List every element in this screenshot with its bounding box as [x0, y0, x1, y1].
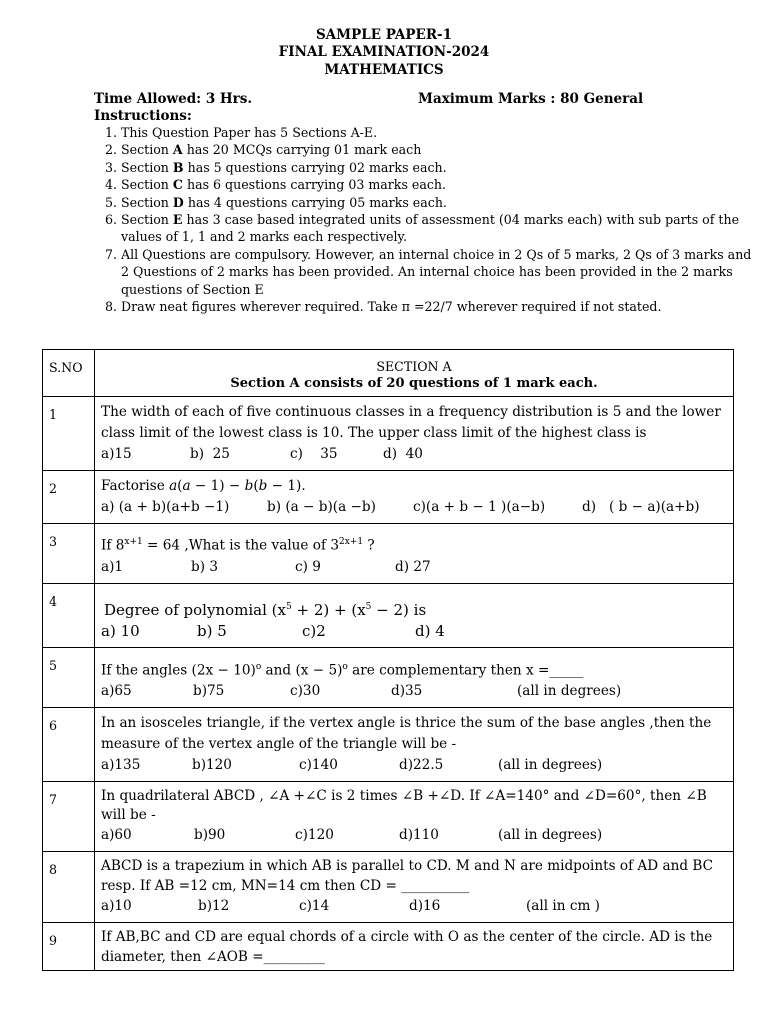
option-a: a) 10 [101, 621, 140, 640]
instruction-item: 5. Section D has 4 questions carrying 05 marks each. [121, 194, 761, 211]
option-a: a)135 [101, 757, 141, 774]
instruction-item: 4. Section C has 6 questions carrying 03 marks each. [121, 176, 761, 193]
option-b: b) 3 [191, 558, 218, 575]
question-text: Degree of polynomial $(x^5 + 2) + (x^5 - 2)$ is [104, 600, 427, 619]
question-text: If AB,BC and CD are equal chords of a circle with O as the center of the circle. AD is the diameter, then ∠AOB =_________ [101, 929, 713, 965]
option-d: d) 4 [415, 621, 445, 640]
options-row [101, 557, 727, 578]
subject-title: MATHEMATICS [324, 62, 444, 78]
option-b: b) 25 [190, 446, 230, 462]
option-b: b)12 [198, 898, 230, 915]
maximum-marks: Maximum Marks : 80 General [418, 91, 644, 107]
options-row [101, 825, 727, 846]
option-a: a)1 [101, 558, 124, 575]
option-note: (all in degrees) [498, 827, 603, 844]
question-text: In an isosceles triangle, if the vertex angle is thrice the sum of the base angles ,then the measure of the vertex angle of the triangle will be - [101, 715, 712, 753]
options-row [101, 497, 727, 518]
option-d: d)110 [399, 827, 439, 844]
question-number: 6 [43, 708, 95, 782]
question-text: Factorise a(a − 1) − b(b − 1). [101, 478, 306, 494]
question-cell [95, 852, 734, 923]
question-cell [95, 647, 734, 708]
option-b: b) (a − b)(a −b) [267, 499, 376, 515]
option-a: a)10 [101, 898, 132, 915]
option-a: a) (a + b)(a+b −1) [101, 499, 230, 515]
questions-table [42, 349, 734, 971]
table-row [43, 647, 734, 708]
option-c: c)14 [299, 898, 330, 915]
option-c: c)(a + b − 1 )(a−b) [413, 499, 546, 515]
options-row [101, 681, 727, 702]
option-b: b)120 [192, 757, 232, 774]
instructions-list [94, 124, 761, 315]
option-note: (all in degrees) [498, 757, 603, 774]
option-d: d) 27 [395, 558, 431, 575]
sno-header: S.NO [43, 350, 95, 397]
option-c: c)120 [295, 827, 334, 844]
section-header-row [43, 350, 734, 397]
option-d: d)16 [409, 898, 441, 915]
instruction-item: 6. Section E has 3 case based integrated units of assessment (04 marks each) with sub parts of the values of 1, 1 and 2 marks each respectively. [121, 211, 761, 246]
option-a: a)65 [101, 683, 132, 700]
question-text: If $8^{x+1} = 64$ ,What is the value of $3^{2x+1}$ ? [101, 537, 375, 554]
section-title: SECTION A [376, 359, 452, 374]
instruction-item: 8. Draw neat figures wherever required. Take π =22/7 wherever required if not stated. [121, 298, 761, 315]
option-b: b)90 [194, 827, 226, 844]
table-row [43, 923, 734, 971]
question-number: 9 [43, 923, 95, 971]
instruction-item: 1. This Question Paper has 5 Sections A-E. [121, 124, 761, 141]
question-number: 8 [43, 852, 95, 923]
question-text: In quadrilateral ABCD , ∠A +∠C is 2 times ∠B +∠D. If ∠A=140° and ∠D=60°, then ∠B will be - [101, 788, 707, 824]
option-note: (all in degrees) [517, 683, 622, 700]
question-cell [95, 708, 734, 782]
question-number: 4 [43, 583, 95, 647]
option-a: a)60 [101, 827, 132, 844]
question-cell [95, 782, 734, 852]
question-number: 1 [43, 397, 95, 471]
question-cell [95, 524, 734, 584]
option-c: c) 9 [295, 558, 321, 575]
question-cell [95, 397, 734, 471]
option-note: (all in cm ) [526, 898, 600, 915]
question-text: If the angles $(2x - 10)^o$ and $(x - 5)^o$ are complementary then x =_____ [101, 661, 584, 679]
option-d: d)22.5 [399, 757, 444, 774]
options-row [101, 621, 727, 642]
options-row [101, 896, 727, 917]
question-text: The width of each of five continuous classes in a frequency distribution is 5 and the lower class limit of the lowest class is 10. The upper class limit of the highest class is [101, 404, 721, 441]
question-cell [95, 923, 734, 971]
option-c: c)140 [299, 757, 338, 774]
table-row [43, 708, 734, 782]
options-row [101, 755, 727, 776]
section-header-cell [95, 350, 734, 397]
options-row [101, 444, 727, 465]
question-cell [95, 583, 734, 647]
question-cell [95, 471, 734, 524]
instructions-title: Instructions: [94, 108, 192, 124]
table-row [43, 471, 734, 524]
option-c: c) 35 [290, 446, 338, 462]
table-row [43, 852, 734, 923]
question-number: 2 [43, 471, 95, 524]
table-row [43, 782, 734, 852]
instruction-item: 3. Section B has 5 questions carrying 02 marks each. [121, 159, 761, 176]
question-number: 3 [43, 524, 95, 584]
option-b: b) 5 [197, 621, 227, 640]
table-row [43, 583, 734, 647]
option-c: c)30 [290, 683, 321, 700]
option-a: a)15 [101, 446, 132, 462]
table-row [43, 524, 734, 584]
paper-title: SAMPLE PAPER-1 [315, 27, 453, 43]
exam-title: FINAL EXAMINATION-2024 [278, 44, 490, 60]
instruction-item: 7. All Questions are compulsory. However, an internal choice in 2 Qs of 5 marks, 2 Qs of 3 marks and 2 Questions of 2 marks has been provided. An internal choice has been provided in the 2 marks questions of Section E [121, 246, 761, 298]
question-number: 7 [43, 782, 95, 852]
time-allowed: Time Allowed: 3 Hrs. [94, 91, 253, 107]
option-d: d) ( b − a)(a+b) [582, 499, 700, 515]
section-subtitle: Section A consists of 20 questions of 1 mark each. [230, 376, 598, 391]
option-c: c)2 [302, 621, 326, 640]
question-text: ABCD is a trapezium in which AB is parallel to CD. M and N are midpoints of AD and BC resp. If AB =12 cm, MN=14 cm then CD = __________ [101, 858, 713, 894]
option-b: b)75 [193, 683, 225, 700]
option-d: d)35 [391, 683, 423, 700]
table-row [43, 397, 734, 471]
instruction-item: 2. Section A has 20 MCQs carrying 01 mark each [121, 141, 761, 158]
question-number: 5 [43, 647, 95, 708]
option-d: d) 40 [383, 446, 423, 462]
